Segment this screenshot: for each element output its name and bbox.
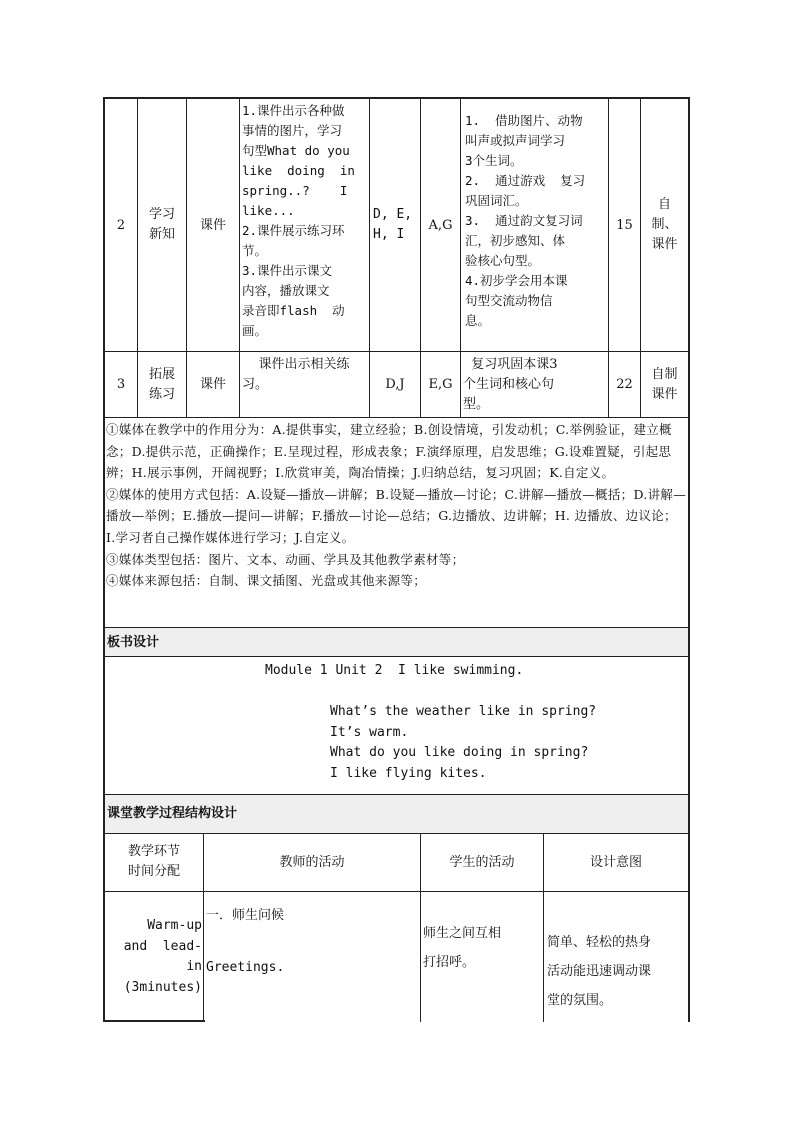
table2-right-border [688,627,690,1022]
row-number: 2 [116,218,126,233]
board-title: Module 1 Unit 2 I like swimming. [265,663,524,678]
col-divider [186,97,187,417]
process-stage: Warm-up and lead- in (3minutes) [123,918,202,995]
row-media: 课件 [199,218,226,233]
header-stage-time: 教学环节 时间分配 [127,844,180,879]
note-item: ②媒体的使用方式包括：A.设疑—播放—讲解；B.设疑—播放—讨论；C.讲解—播放—概括；D.讲解—播放—举例；E.播放—提问—讲解；F.播放—讨论—总结；G.边播放、边讲解；H. 边播放、边议论；I.学习者自己操作媒体进行学习；J.自定义。 [106,486,687,545]
note-item: ④媒体来源包括：自制、课文插图、光盘或其他来源等； [106,573,427,589]
row-stage: 学习 新知 [148,207,175,242]
student-activity: 师生之间互相 打招呼。 [423,926,502,970]
note-item: ③媒体类型包括：图片、文本、动画、学具及其他教学素材等； [106,551,465,567]
col-divider [420,97,421,417]
row-media-role: D,J [385,377,405,392]
table1-top-border [103,97,690,99]
row-usage: A,G [428,218,453,233]
col-divider [460,97,461,417]
row-divider [103,833,690,834]
teacher-activity-2: Greetings. [206,960,285,975]
design-intent: 简单、轻松的热身 活动能迅速调动课 堂的氛围。 [547,935,652,1008]
board-line: It’s warm. [330,724,409,740]
row-usage: E,G [428,377,453,392]
row-goal: 1. 借助图片、动物 叫声或拟声词学习 3个生词。 2. 通过游戏 复习 巩固词汇。 3. 通过韵文复习词 汇，初步感知、体 验核心句型。 4.初步学会用本课 句型交流动物信 息。 [465,113,586,328]
col-divider [239,97,240,417]
board-line: What do you like doing in spring? [330,745,589,761]
header-student-activity: 学生的活动 [449,855,515,870]
row-media: 课件 [199,377,226,392]
row-divider [103,627,690,628]
table2-left-border [103,627,105,1022]
note-item: ①媒体在教学中的作用分为：A.提供事实，建立经验；B.创设情境，引发动机；C.举例验证，建立概念；D.提供示范，正确操作；E.呈现过程，形成表象；F.演绎原理，启发思维；G.设难置疑，引起思辨；H.展示事例，开阔视野；I.欣赏审美，陶冶情操；J.归纳总结，复习巩固；K.自定义。 [106,422,672,481]
table2-bottom-border [103,1020,205,1022]
row-time: 15 [616,218,633,233]
board-line: What’s the weather like in spring? [330,704,597,719]
header-design-intent: 设计意图 [589,855,642,870]
row-divider [103,656,690,657]
row-source: 自制 课件 [651,367,678,402]
row-content: 课件出示相关练 习。 [242,357,350,392]
board-lines [330,702,680,784]
col-divider [369,97,370,417]
table1-left-border [103,97,105,627]
header-teacher-activity: 教师的活动 [279,855,345,870]
row-stage: 拓展 练习 [148,367,175,402]
row-number: 3 [116,377,126,392]
process-heading: 课堂教学过程结构设计 [107,806,238,821]
col-divider [608,97,609,417]
board-heading: 板书设计 [107,635,160,650]
row-media-role: D, E, H, I [373,207,413,242]
row-goal: 复习巩固本课3 个生词和核心句 型。 [463,357,558,412]
media-notes [106,419,686,592]
row-divider [103,417,690,418]
row-source: 自 制、 课件 [651,197,678,252]
row-divider [103,351,690,352]
row-divider [103,794,690,795]
row-divider [103,891,690,892]
row-time: 22 [616,377,633,392]
board-line: I like flying kites. [330,765,487,781]
row-content: 1.课件出示各种做 事情的图片，学习 句型What do you like doing in spring..? I like... 2.课件展示练习环 节。 3.课件出示课文 内容，播放课文 录音即flash 动 画。 [242,103,355,338]
table1-right-border [688,97,690,627]
teacher-activity-1: 一．师生问候 [206,908,285,923]
